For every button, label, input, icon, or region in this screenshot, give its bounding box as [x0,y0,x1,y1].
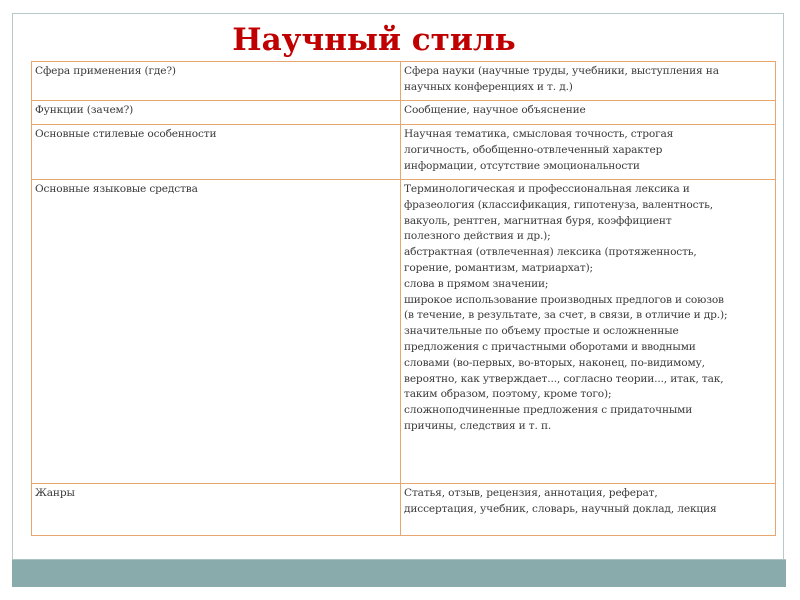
row-label-text: Основные языковые средства [35,183,198,195]
row-label [32,180,401,484]
slide-title: Научный стиль [232,22,516,58]
row-value [401,125,776,180]
row-value-line: информации, отсутствие эмоциональности [404,159,640,172]
row-value-line: словами (во-первых, во-вторых, наконец, по-видимому, [404,356,705,369]
row-value-line: полезного действия и др.); [404,230,551,243]
row-label [32,101,401,125]
row-label [32,62,401,101]
row-value-line: Сфера науки (научные труды, учебники, выступления на [404,65,719,77]
row-value-line: (в течение, в результате, за счет, в связи, в отличие и др.); [404,309,728,322]
row-value [401,484,776,536]
row-value-line: Терминологическая и профессиональная лексика и [404,183,690,195]
row-label [32,484,401,536]
row-value-line: Статья, отзыв, рецензия, аннотация, реферат, [404,487,658,499]
row-label-text: Сфера применения (где?) [35,65,176,77]
row-value-line: диссертация, учебник, словарь, научный доклад, лекция [404,502,717,515]
row-value-line: значительные по объему простые и осложненные [404,325,679,338]
row-value-line: Научная тематика, смысловая точность, строгая [404,128,674,140]
row-label-text: Жанры [35,487,75,499]
scientific-style-table [31,61,776,536]
row-value-line: слова в прямом значении; [404,277,549,290]
row-value-line: научных конференциях и т. д.) [404,80,573,93]
row-value-line: Сообщение, научное объяснение [404,104,586,116]
row-label [32,125,401,180]
row-value-line: таким образом, поэтому, кроме того); [404,388,612,401]
row-value-line: вероятно, как утверждает..., согласно теории..., итак, так, [404,372,724,385]
row-value-line: горение, романтизм, матриархат); [404,261,593,274]
row-value-line: предложения с причастными оборотами и вводными [404,340,696,353]
row-value [401,101,776,125]
table-row [32,125,776,180]
slide-bottom-band [12,559,786,587]
row-value-line: причины, следствия и т. п. [404,419,552,432]
row-value [401,62,776,101]
row-label-text: Основные стилевые особенности [35,128,217,140]
row-value-line: широкое использование производных предлогов и союзов [404,293,724,306]
row-value-line: абстрактная (отвлеченная) лексика (протяженность, [404,246,697,259]
row-label-text: Функции (зачем?) [35,104,134,116]
row-value [401,180,776,484]
row-value-line: логичность, обобщенно-отвлеченный характер [404,143,663,156]
table-row [32,101,776,125]
row-value-line: вакуоль, рентген, магнитная буря, коэффициент [404,214,672,227]
table-row [32,180,776,484]
table-row [32,484,776,536]
row-value-line: фразеология (классификация, гипотенуза, валентность, [404,198,713,211]
row-value-line: сложноподчиненные предложения с придаточными [404,404,693,417]
table-row [32,62,776,101]
